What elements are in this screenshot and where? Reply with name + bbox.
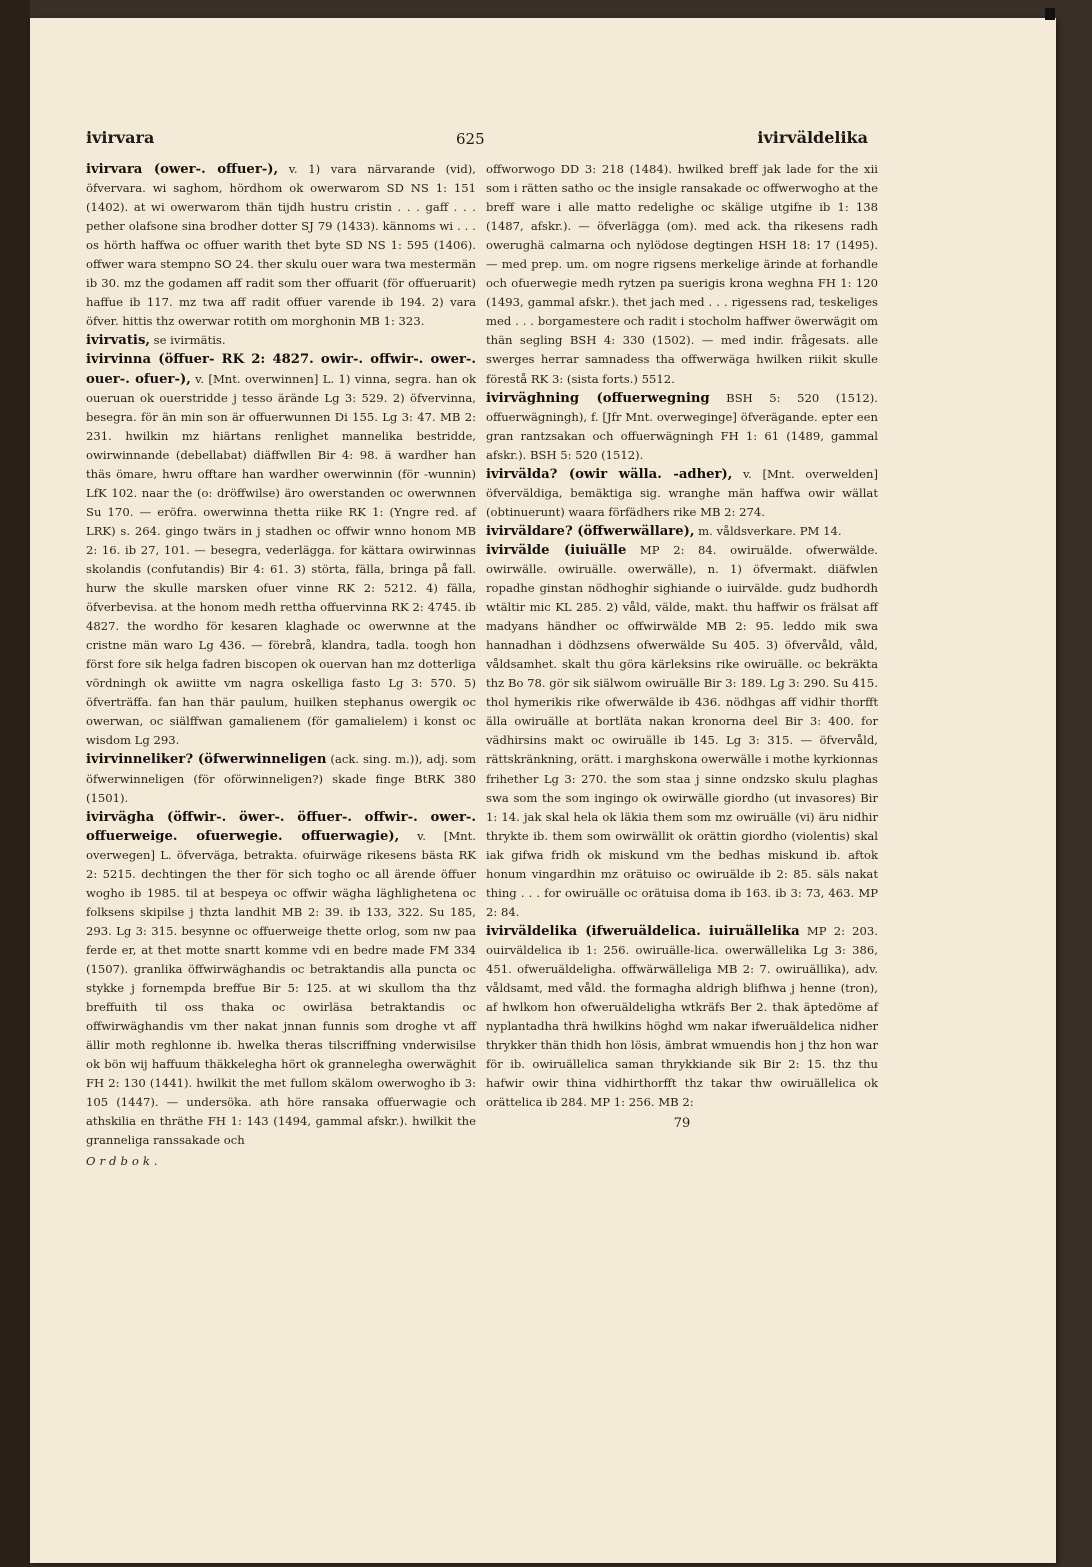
headword: ivirvägha (öffwir-. öwer-. öffuer-. offwir-. ower-. offuerweige. ofuerwegie. offuerwagie), [86,809,476,844]
entry [486,541,878,922]
signature-mark: Ordbok. [86,1154,162,1169]
entry-text: v. [Mnt. overwinnen] L. 1) vinna, segra. han ok oueruan ok ouerstridde j tesso ärände Lg 3: 529. 2) öfvervinna, besegra. för än min son är offuerwunnen Di 155. Lg 3: 47. MB 2: 231. hwilkin mz hiärtans renlighet mannelika bestridde, owirwinnande (debellabat) diäffwllen Bir 4: 98. ä wardher han thäs ömare, hwru offtare han wardher owerwinnin (för -wunnin) LfK 102. naar the (o: dröffwilse) äro owerstanden oc owerwnnen Su 170. — eröfra. owerwinna thetta riike RK 1: (Yngre red. af LRK) s. 264. gingo twärs in j stadhen oc offwir wnno honom MB 2: 16. ib 27, 101. — besegra, vederlägga. for kättara owirwinnas skolandis (confutandis) Bir 4: 61. 3) störta, fälla, bringa på fall. hurw the skulle marsken ofuer vinne RK 2: 5212. 4) fälla, öfverbevisa. at the honom medh rettha offuervinna RK 2: 4745. ib 4827. the wordho för kesaren klaghade oc owerwnne at the cristne män waro Lg 436. — förebrå, klandra, tadla. toogh hon först fore sik helga fadren biscopen ok ouervan han mz dotterliga vördningh ok awiitte vm nagra oskelliga fasto Lg 3: 570. 5) öfverträffa. fan han thär paulum, huilken stephanus owergik oc owerwan, oc siälffwan gamalienem (för gamalielem) i konst oc wisdom Lg 293. [86,371,476,748]
headword: ivirvatis, [86,333,150,349]
headword: ivirvälda? (owir wälla. -adher), [486,466,733,482]
entry-text: MP 2: 203. ouirväldelica ib 1: 256. owiruälle-lica. owerwällelika Lg 3: 386, 451. ofweruäldeligha. offwärwälleliga MB 2: 7. owiruällika), adv. våldsamt, med våld. the formagha aldrigh blifhwa j henne (tron), af hwlkom hon ofweruäldeligha wtkräfs Ber 2. thak äptedöme af nyplantadha thrä hwilkins höghd wm nakar ifweruäldelica nidher thrykker thän thidh hon lösis, ämbrat wmuendis hon j thz hon war för ib. owiruällelica saman thrykkiande sik Bir 2: 15. thz thu hafwir owir thina vidhirthorfft thz takar thw owiruällelica ok orättelica ib 284. MP 1: 256. MB 2: [486,923,878,1110]
entry-text: v. [Mnt. overwegen] L. öfverväga, betrakta. ofuirwäge rikesens bästa RK 2: 5215. dechtingen the ther för sich togho oc all ärende öffuer wogho ib 1985. til at bespeya oc offwir wägha läghlighetena oc folksens skipilse j thzta landhit MB 2: 39. ib 133, 322. Su 185, 293. Lg 3: 315. besynne oc offuerweige thette orlog, som nw paa ferde er, at thet motte snartt komme vdi en bedre made FM 334 (1507). granlika öffwirwäghandis oc betraktandis alla puncta oc stykke j fornempda breffue Bir 5: 125. at wi skullom tha thz breffuith til oss thaka oc owirläsa betraktandis oc offwirwäghandis vm ther nakat jnnan funnis som droghe vt aff ällir moth reghlonne ib. hwelka theras tilscriffning vnderwisilse ok bön wij haffuum thäkkelegha hört ok grannelegha owerwäghit FH 2: 130 (1441). hwilkit the met fullom skälom owerwogho ib 3: 105 (1447). — undersöka. ath höre ransaka offuerwagie och athskilia en thräthe FH 1: 143 (1494, gammal afskr.). hwilkit the granneliga ranssakade och [86,828,476,1148]
right-column [486,160,878,1133]
header-left-guideword: ivirvara [86,128,155,147]
entry-text: v. 1) vara närvarande (vid), öfvervara. wi saghom, hördhom ok owerwarom SD NS 1: 151 (1402). at wi owerwarom thän tijdh hustru cristin . . . gaff . . . pether olafsone sina brodher dotter SJ 79 (1433). kännoms wi . . . os hörth haffwa oc offuer warith thet byte SD NS 1: 595 (1406). offwer wara stempno SO 24. ther skulu ouer wara twa mestermän ib 30. mz the godamen aff radit som ther offuarit (för offueruarit) haffue ib 117. mz twa aff radit offuer varende ib 194. 2) vara öfver. hittis thz owerwar rotith om morghonin MB 1: 323. [86,162,476,329]
entry [486,922,878,1112]
entry [86,750,476,807]
entry-text: se ivirmätis. [149,333,226,348]
entry [486,465,878,522]
book-spine [0,0,30,1567]
entry-text: v. [Mnt. overwelden] öfverväldiga, bemäktiga sig. wranghe män haffwa owir wällat (obtinuerunt) waara förfädhers rike MB 2: 274. [486,466,878,519]
entry-text: m. våldsverkare. PM 14. [694,523,842,538]
headword: ivirvinneliker? (öfwerwinneligen [86,752,327,768]
headword: ivirväldare? (öffwerwällare), [486,523,695,539]
entry [86,350,476,750]
left-column [86,160,476,1171]
entry [486,522,878,541]
headword: ivirvinna (öffuer- RK 2: 4827. owir-. offwir-. ower-. ouer-. ofuer-), [86,352,476,387]
headword: ivirvara (ower-. offuer-), [86,162,279,177]
entry [86,808,476,1151]
entry [86,160,476,331]
headword: ivirväghning (offuerwegning [486,390,710,406]
page-number: 625 [456,130,485,148]
header-right-guideword: ivirväldelika [757,128,868,147]
entry [486,160,878,389]
sheet-number: 79 [673,1116,691,1132]
entry [86,331,476,350]
entry-text: offworwogo DD 3: 218 (1484). hwilked breff jak lade for the xii som i rätten satho oc the insigle ransakade oc offwerwogho at the breff ware i alle matto redelighe oc skälige utgifne ib 1: 138 (1487, afskr.). — öfverlägga (om). med ack. tha rikesens radh owerughä calmarna och nylödose degtingen HSH 18: 17 (1495). — med prep. um. om nogre rigsens merkelige ärinde at forhandle och ofuerwegie medh rytzen pa suerigis krona weghna FH 1: 120 (1493, gammal afskr.). thet jach med . . . rigessens rad, teskeliges med . . . borgamestere och radit i stocholm haffwer öwerwägit om thän segling BSH 4: 330 (1502). — med indir. frågesats. alle swerges herrar samnadess tha offwerwäga hwilken riikit skulle förestå RK 3: (sista forts.) 5512. [486,162,878,386]
page-header [86,114,868,154]
scan-corner-mark [1045,8,1055,20]
entry-text: BSH 5: 520 (1512). offuerwägningh), f. [Jfr Mnt. overweginge] öfverägande. epter een gran rantzsakan och offuerwägningh FH 1: 61 (1489, gammal afskr.). BSH 5: 520 (1512). [486,390,878,462]
headword: ivirväldelika (ifweruäldelica. iuiruällelika [486,923,800,939]
entry-text: (ack. sing. m.)), adj. som öfwerwinneligen (för oförwinneligen?) skade finge BtRK 380 (1501). [86,752,476,805]
headword: ivirvälde (iuiuälle [486,542,627,558]
entry [486,389,878,465]
entry-text: MP 2: 84. owiruälde. ofwerwälde. owirwälle. owiruälle. owerwälle), n. 1) öfvermakt. diäfwlen ropadhe ginstan nödhoghir sighiande o iuirvälde. gudz budhordh wtältir mic KL 285. 2) våld, välde, makt. thu haffwir os frälsat aff madyans händher oc offwirwälde MB 2: 95. leddo mik swa hannadhan i dödhzsens ofwerwälde Su 405. 3) öfvervåld, våld, våldsamhet. skalt thu göra kärleksins rike owiruälle. oc bekräkta thz Bo 78. gör sik siälwom owiruälle Bir 3: 189. Lg 3: 290. Su 415. thol hymerikis rike ofwerwälde ib 436. nödhgas aff vidhir thorfft älla owiruälle at bortläta nakan kronorna deel Bir 3: 400. for vädhirsins makt oc owiruälle ib 145. Lg 3: 315. — öfvervåld, rättskränkning, orätt. i marghskona owerwälle i mothe kyrkionnas frihether Lg 3: 270. the som staa j sinne ondzsko skulu plaghas swa som the som ingingo ok owirwälle giordho (ut invasores) Bir 1: 14. jak skal hela ok läkia them som mz owiruälle (vi) äru nidhir thrykte ib. them som owirwällit ok orättin giordho (violentis) skal iak gifwa fridh ok miskund vm the bedhas miskund ib. aftok honum vingardhin mz orätuiso oc owiruälde ib 2: 85. säls nakat thing . . . for owiruälle oc orätuisa doma ib 163. ib 3: 73, 463. MP 2: 84. [486,542,878,919]
